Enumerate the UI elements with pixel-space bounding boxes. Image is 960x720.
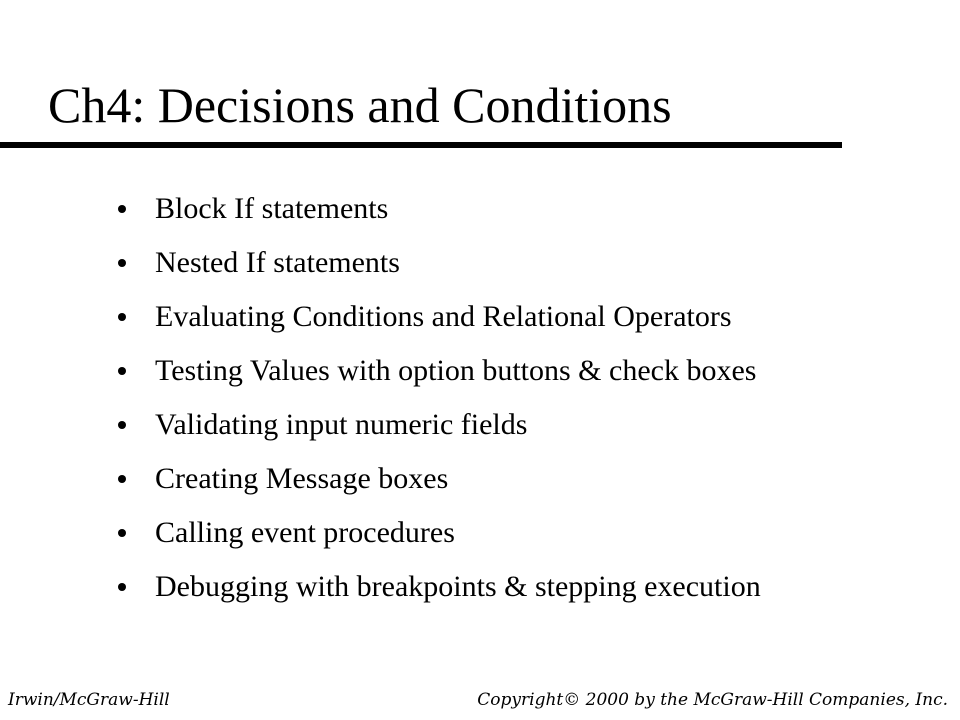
footer-copyright: Copyright© 2000 by the McGraw-Hill Companies, Inc.: [477, 690, 948, 710]
title-underline: [0, 142, 842, 148]
bullet-dot-icon: [118, 313, 126, 321]
bullet-item: [118, 452, 761, 506]
bullet-dot-icon: [118, 421, 126, 429]
bullet-item: [118, 506, 761, 560]
bullet-text: Block If statements: [155, 192, 389, 225]
bullet-dot-icon: [118, 583, 126, 591]
bullet-item: [118, 290, 761, 344]
bullet-dot-icon: [118, 259, 126, 267]
bullet-text: Debugging with breakpoints & stepping execution: [155, 570, 761, 603]
bullet-item: [118, 236, 761, 290]
bullet-text: Testing Values with option buttons & check boxes: [155, 354, 757, 387]
bullet-text: Validating input numeric fields: [155, 408, 528, 441]
bullet-dot-icon: [118, 205, 126, 213]
bullet-item: [118, 560, 761, 614]
bullet-item: [118, 182, 761, 236]
slide-title: Ch4: Decisions and Conditions: [48, 77, 672, 133]
bullet-text: Calling event procedures: [155, 516, 455, 549]
bullet-item: [118, 398, 761, 452]
footer-publisher: Irwin/McGraw-Hill: [8, 690, 170, 710]
bullet-text: Creating Message boxes: [155, 462, 449, 495]
bullet-dot-icon: [118, 529, 126, 537]
bullet-text: Nested If statements: [155, 246, 400, 279]
bullet-text: Evaluating Conditions and Relational Operators: [155, 300, 732, 333]
bullet-dot-icon: [118, 475, 126, 483]
bullet-dot-icon: [118, 367, 126, 375]
bullet-item: [118, 344, 761, 398]
bullet-list: [118, 182, 761, 614]
